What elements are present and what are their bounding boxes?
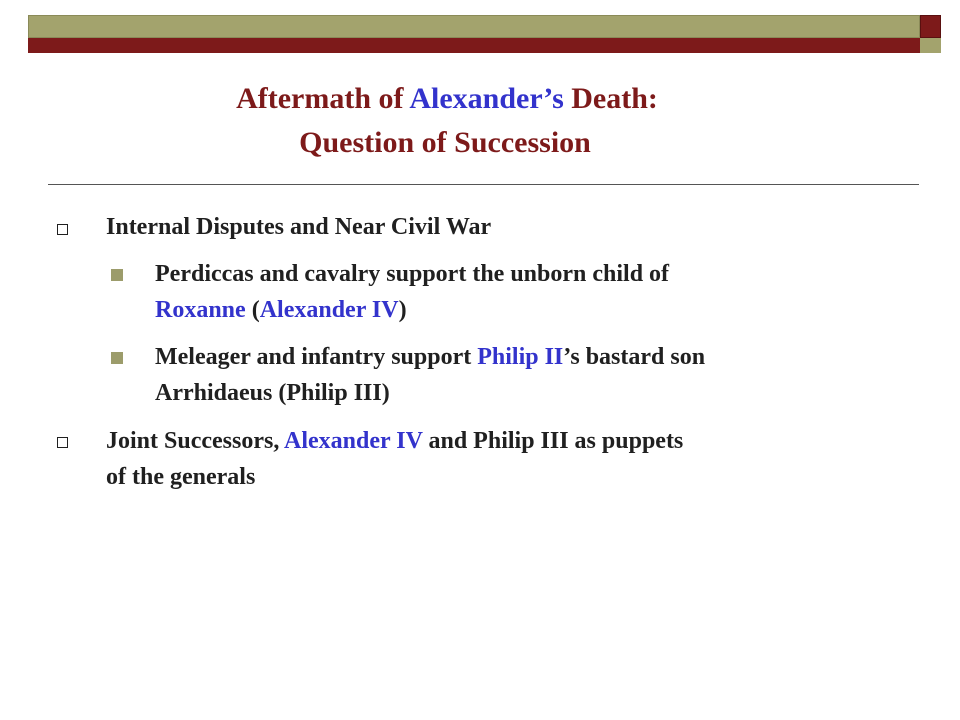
- accent-alexander-iv: Alexander IV: [284, 428, 423, 454]
- title-text: Aftermath of: [236, 82, 410, 115]
- sub-bullet-2-line-1: [155, 339, 705, 375]
- accent-philip-ii: Philip II: [477, 344, 564, 370]
- text: Meleager and infantry support: [155, 344, 478, 370]
- hollow-square-bullet-icon: [57, 224, 68, 235]
- header-maroon-bar: [28, 38, 920, 53]
- sub-bullet-1-line-1: Perdiccas and cavalry support the unborn child of: [155, 261, 670, 287]
- accent-roxanne: Roxanne: [155, 297, 246, 323]
- accent-alexander-iv: Alexander IV: [259, 297, 399, 323]
- slide-title-line-1: [2, 80, 892, 118]
- title-accent: Alexander’s: [409, 82, 564, 115]
- text: and Philip III as puppets: [422, 428, 684, 454]
- filled-square-bullet-icon: [111, 269, 123, 281]
- hollow-square-bullet-icon: [57, 437, 68, 448]
- bullet-2-line-2: of the generals: [106, 464, 256, 490]
- slide-title-line-2: Question of Succession: [299, 126, 591, 159]
- sub-bullet-1-line-2: [155, 292, 407, 328]
- text: Joint Successors,: [106, 428, 285, 454]
- header-olive-square: [920, 38, 941, 53]
- title-divider: [48, 184, 919, 185]
- text: ’s bastard son: [563, 344, 706, 370]
- header-maroon-square: [920, 15, 941, 38]
- paren-close: ): [398, 297, 407, 323]
- title-text-end: Death:: [563, 82, 658, 115]
- sub-bullet-2-line-2: Arrhidaeus (Philip III): [155, 380, 390, 406]
- bullet-1-text: Internal Disputes and Near Civil War: [106, 214, 492, 240]
- filled-square-bullet-icon: [111, 352, 123, 364]
- paren-open: (: [245, 297, 260, 323]
- bullet-2-line-1: [106, 423, 683, 459]
- header-olive-bar: [28, 15, 920, 38]
